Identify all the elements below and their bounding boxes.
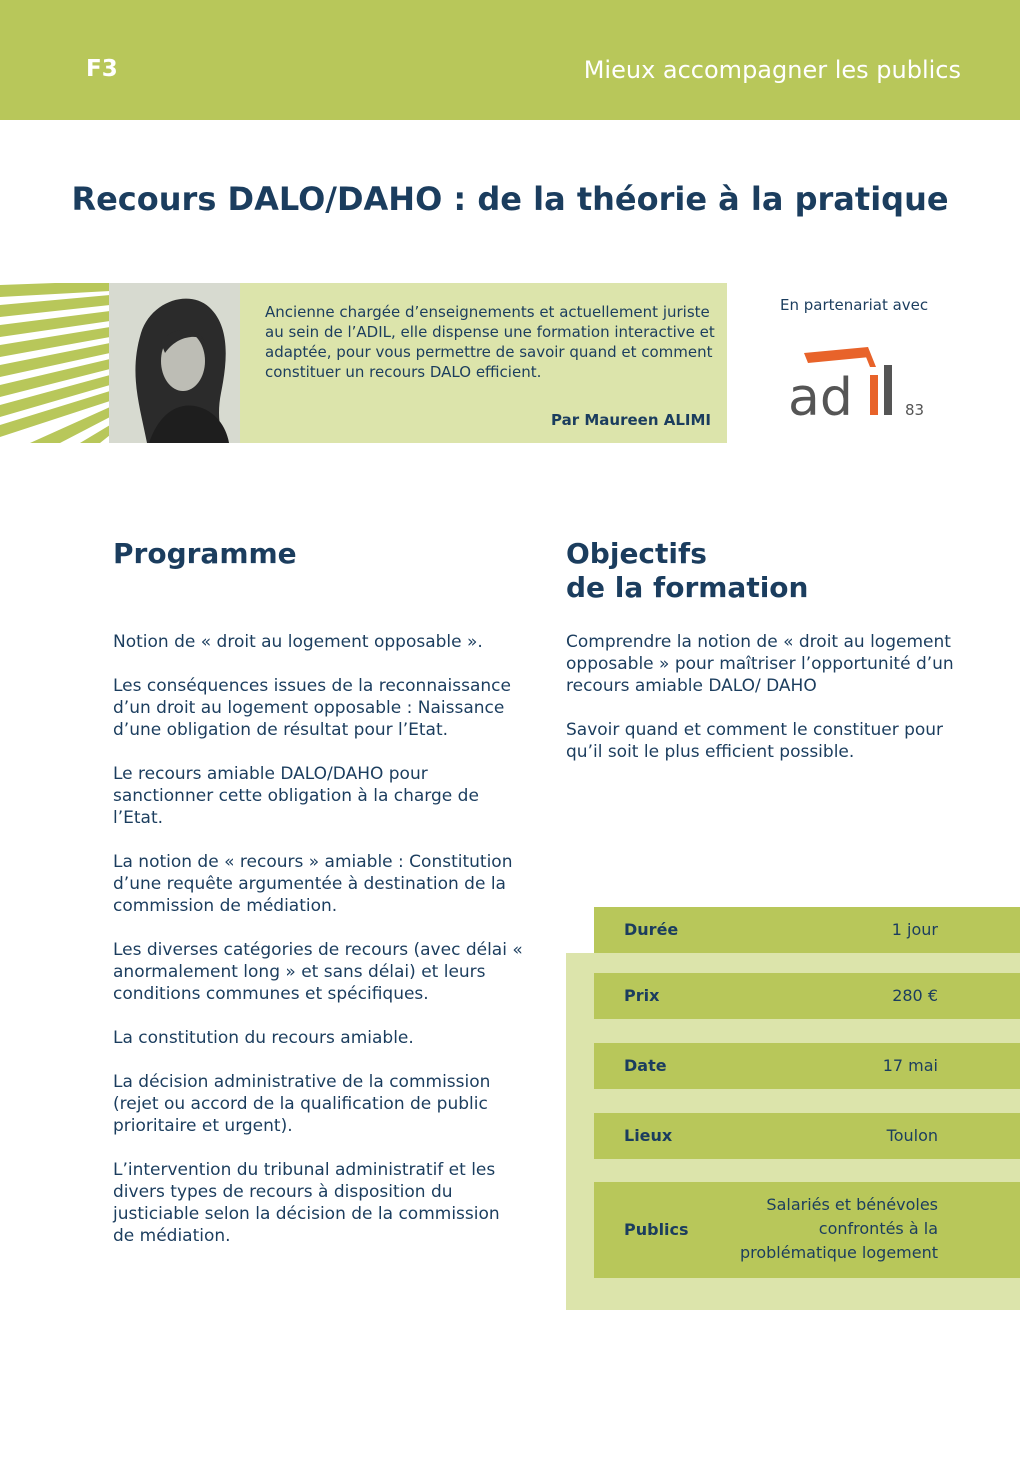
partner-label: En partenariat avec <box>780 296 929 314</box>
info-value-line: confrontés à la <box>818 1219 938 1238</box>
info-label: Date <box>624 1056 667 1075</box>
objectifs-heading-line2: de la formation <box>566 571 809 604</box>
objectifs-heading-line1: Objectifs <box>566 537 707 570</box>
programme-item: Les conséquences issues de la reconnaissance d’un droit au logement opposable : Naissance d’une obligation de résultat pour l’Etat. <box>113 676 511 740</box>
objectif-item: Savoir quand et comment le constituer pour qu’il soit le plus efficient possible. <box>566 720 944 762</box>
objectifs-heading <box>566 537 808 605</box>
info-label: Durée <box>624 920 679 939</box>
programme-item: L’intervention du tribunal administratif et les divers types de recours à disposition du justiciable selon la décision de la commission de médiation. <box>113 1160 500 1246</box>
decorative-stripes <box>0 283 110 443</box>
author-photo <box>109 283 240 443</box>
info-value-line: Salariés et bénévoles <box>766 1195 938 1214</box>
info-row-duree <box>594 907 1020 953</box>
programme-item: La notion de « recours » amiable : Constitution d’une requête argumentée à destination de la commission de médiation. <box>113 852 513 916</box>
svg-text:83: 83 <box>905 401 925 419</box>
info-value: 1 jour <box>891 920 938 939</box>
objectif-item: Comprendre la notion de « droit au logement opposable » pour maîtriser l’opportunité d’un recours amiable DALO/ DAHO <box>566 632 954 696</box>
info-label: Publics <box>624 1220 689 1239</box>
programme-item: La constitution du recours amiable. <box>113 1028 414 1048</box>
info-row-lieux <box>594 1113 1020 1159</box>
author-bio-text: Ancienne chargée d’enseignements et actuellement juriste au sein de l’ADIL, elle dispense une formation interactive et adaptée, pour vous permettre de savoir quand et comment constituer un recours DALO efficient. <box>265 303 715 381</box>
info-row-publics <box>594 1182 1020 1278</box>
info-label: Prix <box>624 986 660 1005</box>
programme-item: La décision administrative de la commission (rejet ou accord de la qualification de public prioritaire et urgent). <box>113 1072 491 1136</box>
info-value-line: problématique logement <box>739 1243 938 1262</box>
programme-heading: Programme <box>113 537 297 570</box>
svg-text:ad: ad <box>788 368 853 425</box>
info-value: Toulon <box>886 1126 938 1145</box>
info-value <box>740 1193 938 1265</box>
author-bio-box <box>240 283 727 443</box>
adil-logo <box>784 345 944 425</box>
programme-item: Le recours amiable DALO/DAHO pour sanctionner cette obligation à la charge de l’Etat. <box>113 764 479 828</box>
page-header <box>0 0 1020 120</box>
author-name: Par Maureen ALIMI <box>551 411 711 429</box>
section-code: F3 <box>86 56 118 82</box>
info-label: Lieux <box>624 1126 673 1145</box>
programme-item: Notion de « droit au logement opposable ». <box>113 632 483 652</box>
info-row-date <box>594 1043 1020 1089</box>
section-title: Mieux accompagner les publics <box>583 56 961 84</box>
programme-item: Les diverses catégories de recours (avec délai « anormalement long » et sans délai) et leurs conditions communes et spécifiques. <box>113 940 523 1004</box>
objectifs-list <box>566 631 976 785</box>
info-value: 17 mai <box>882 1056 938 1075</box>
page-title: Recours DALO/DAHO : de la théorie à la pratique <box>71 180 949 218</box>
info-value: 280 € <box>892 986 938 1005</box>
info-row-prix <box>594 973 1020 1019</box>
programme-list <box>113 631 523 1269</box>
